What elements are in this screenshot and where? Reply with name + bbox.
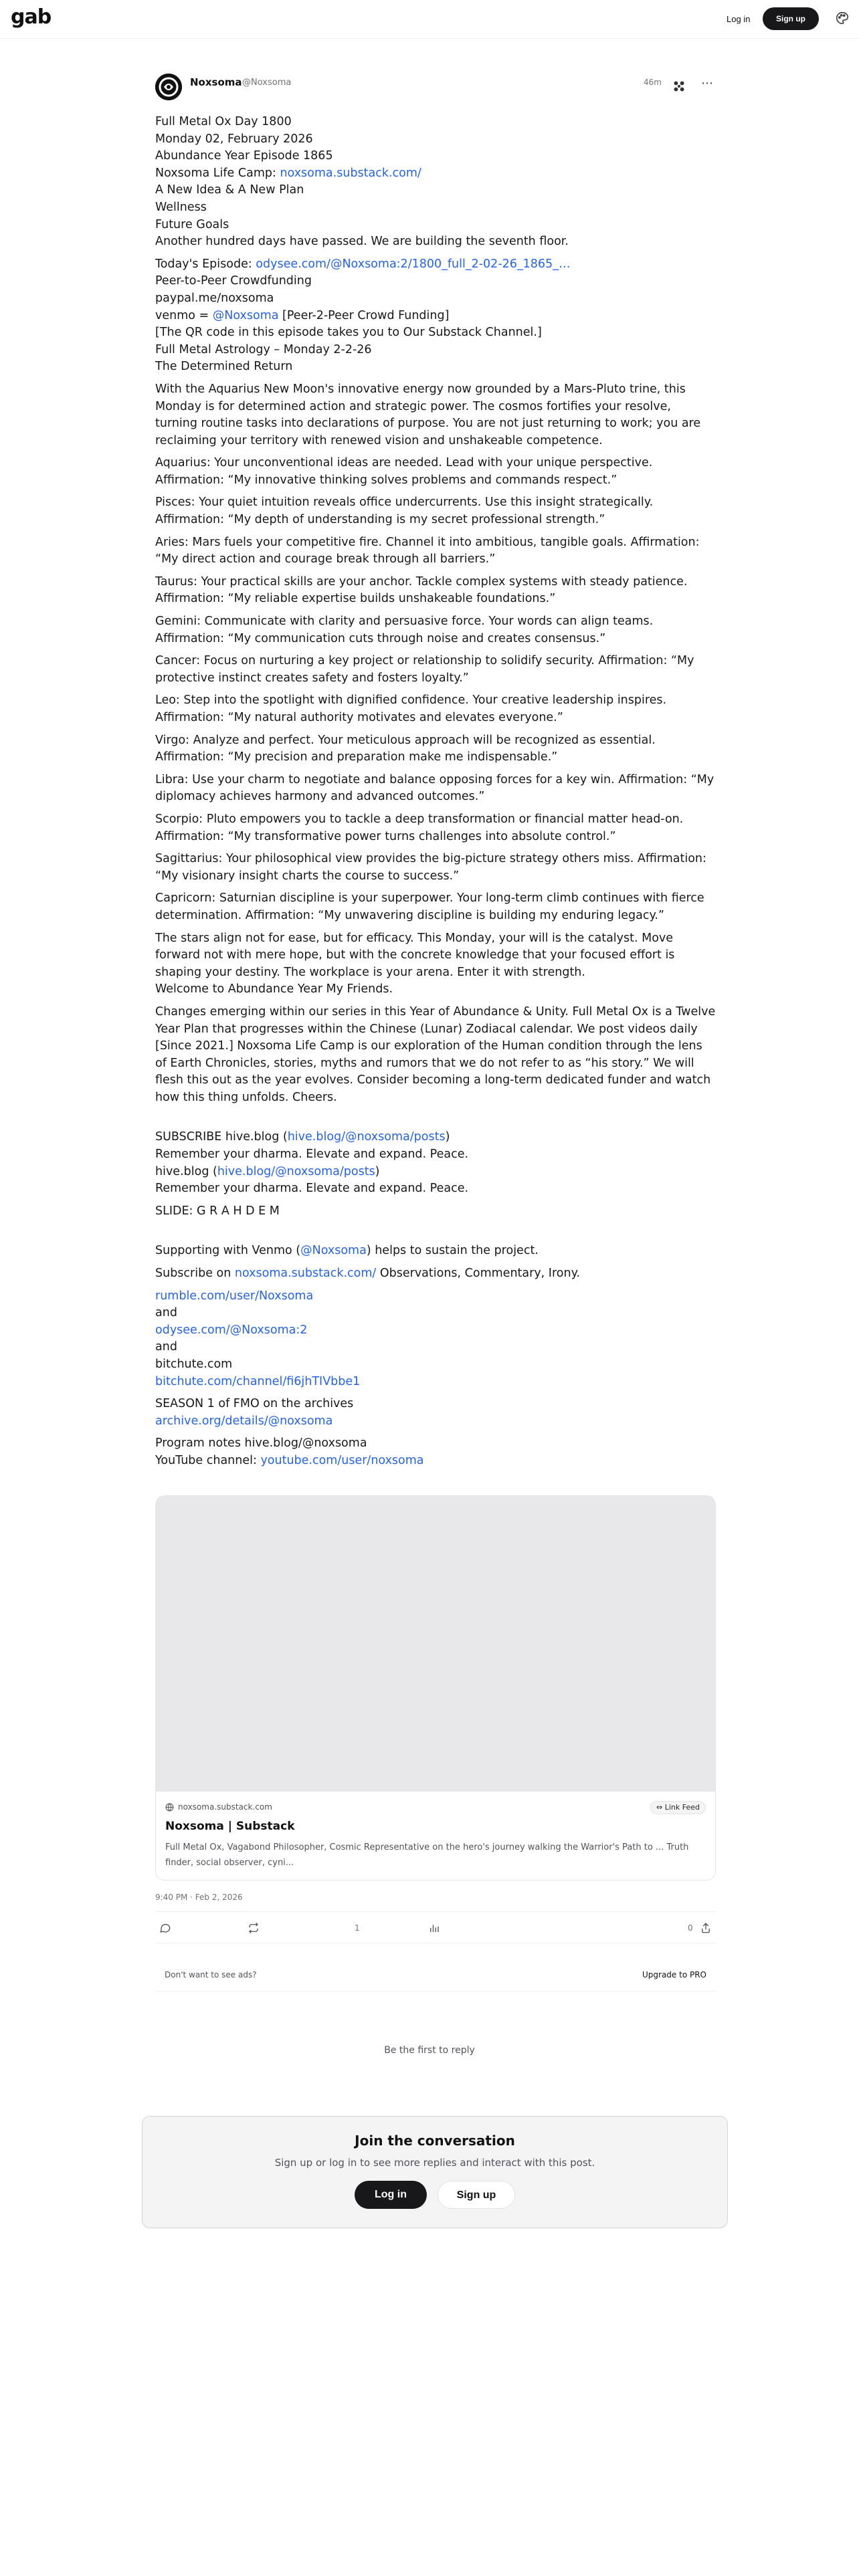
astrology-paragraph: With the Aquarius New Moon's innovative energy now grounded by a Mars-Pluto trine, this Monday is for determined action and strategic power. The cosmos fortifies your resolve, turning routine tasks into declarations of purpose. You are not just returning to work; you are reclaiming your territory with renewed vision and unshakeable competence.: [155, 382, 701, 447]
card-domain-text: noxsoma.substack.com: [178, 1802, 272, 1812]
avatar-image-icon: [155, 74, 182, 100]
astrology-paragraph: Aries: Mars fuels your competitive fire. Channel it into ambitious, tangible goals. Affirmation: “My direct action and courage break through all barriers.”: [155, 535, 700, 566]
text-fragment: Subscribe on: [155, 1267, 235, 1281]
archive-link[interactable]: archive.org/details/@noxsoma: [155, 1414, 333, 1428]
post-time[interactable]: 46m: [644, 78, 662, 87]
comment-icon: [159, 1922, 171, 1934]
post: [155, 72, 716, 1475]
join-conversation-panel: [142, 2116, 728, 2228]
share-icon: [700, 1922, 712, 1934]
text-line: Peer-to-Peer Crowdfunding: [155, 274, 312, 288]
text-fragment: Observations, Commentary, Irony.: [376, 1267, 581, 1281]
substack-link[interactable]: noxsoma.substack.com/: [234, 1267, 377, 1281]
empty-replies-text: Be the first to reply: [384, 2045, 475, 2056]
episode-link[interactable]: odysee.com/@Noxsoma:2/1800_full_2-02-26_1865_…: [256, 257, 571, 271]
avatar[interactable]: [155, 74, 182, 100]
text-fragment: ): [375, 1164, 380, 1178]
stats-button[interactable]: [428, 1921, 440, 1935]
venmo-mention-link[interactable]: @Noxsoma: [212, 308, 279, 322]
text-line: Program notes hive.blog/@noxsoma: [155, 1436, 367, 1451]
card-title: Noxsoma | Substack: [165, 1820, 295, 1833]
text-line: Remember your dharma. Elevate and expand. Peace.: [155, 1182, 469, 1196]
card-description: Full Metal Ox, Vagabond Philosopher, Cosmic Representative on the hero's journey walking the Warrior's Path to ... Truth finder, social observer, cyni...: [165, 1842, 689, 1868]
more-options-icon[interactable]: ⋯: [701, 76, 713, 90]
text-line: Full Metal Ox Day 1800: [155, 115, 292, 128]
text-line: [155, 1243, 716, 1260]
spacer: [155, 1225, 716, 1243]
series-paragraph: Changes emerging within our series in this Year of Abundance & Unity. Full Metal Ox is a Twelve Year Plan that progresses within the Chinese (Lunar) Zodiacal calendar. We post videos daily [Since 2021.] Noxsoma Life Camp is our exploration of the Human condition through the lens of Earth Chronicles, stories, myths and rumors that we do not refer to as “his story.” We will flesh this out as the year evolves. Consider becoming a long-term dedicated funder and watch how this thing unfolds. Cheers.: [155, 1004, 716, 1104]
palette-icon[interactable]: [835, 11, 850, 25]
text-fragment: [Peer-2-Peer Crowd Funding]: [278, 308, 450, 322]
share-button[interactable]: [700, 1921, 712, 1935]
action-bar: [155, 1911, 716, 1943]
post-content: [155, 114, 716, 1470]
text-line: A New Idea & A New Plan: [155, 183, 304, 197]
astrology-paragraph: Sagittarius: Your philosophical view provides the big-picture strategy others miss. Affirmation: “My visionary insight charts the course to success.”: [155, 852, 706, 883]
reply-count-value: 1: [355, 1923, 360, 1933]
link-feed-badge[interactable]: [650, 1801, 706, 1814]
reply-button[interactable]: [159, 1921, 171, 1935]
text-line: [155, 256, 716, 274]
text-line: [155, 1164, 716, 1181]
odysee-link[interactable]: odysee.com/@Noxsoma:2: [155, 1323, 308, 1337]
no-ads-text: Don't want to see ads?: [165, 1970, 257, 1979]
text-line: Full Metal Astrology – Monday 2-2-26: [155, 342, 372, 356]
globe-icon: [165, 1803, 174, 1812]
text-fragment: Noxsoma Life Camp:: [155, 166, 280, 180]
astrology-paragraph: Cancer: Focus on nurturing a key project or relationship to solidify security. Affirmation: “My protective instinct creates safety and fosters loyalty.”: [155, 654, 694, 685]
upgrade-pro-link[interactable]: Upgrade to PRO: [642, 1970, 706, 1979]
text-line: SEASON 1 of FMO on the archives: [155, 1397, 354, 1411]
text-line: paypal.me/noxsoma: [155, 291, 274, 305]
astrology-paragraph: Capricorn: Saturnian discipline is your superpower. Your long-term climb continues with fierce determination. Affirmation: “My unwavering discipline is building my enduring legacy.”: [155, 891, 704, 922]
link-icon: ⇔: [656, 1803, 665, 1812]
post-header: [155, 72, 716, 104]
text-fragment: SUBSCRIBE hive.blog (: [155, 1130, 288, 1144]
text-fragment: ) helps to sustain the project.: [366, 1244, 539, 1258]
like-count-value: 0: [688, 1923, 693, 1933]
text-line: [155, 165, 716, 183]
astrology-paragraph: Libra: Use your charm to negotiate and balance opposing forces for a key win. Affirmation: “My diplomacy achieves harmony and advanced outcomes.”: [155, 772, 714, 804]
text-fragment: YouTube channel:: [155, 1453, 261, 1467]
youtube-link[interactable]: youtube.com/user/noxsoma: [260, 1453, 424, 1467]
slide-line: SLIDE: G R A H D E M: [155, 1204, 280, 1218]
text-line: The stars align not for ease, but for efficacy. This Monday, your will is the catalyst. Move forward not with mere hope, but with the concrete knowledge that your focused effort is shaping your destiny. The workplace is your arena. Enter it with strength.: [155, 931, 675, 979]
link-preview-card[interactable]: [155, 1495, 716, 1881]
text-line: bitchute.com: [155, 1358, 233, 1371]
link-feed-label: Link Feed: [664, 1803, 700, 1812]
astrology-paragraph: Pisces: Your quiet intuition reveals office undercurrents. Use this insight strategically. Affirmation: “My depth of understanding is my secret professional strength.”: [155, 496, 654, 527]
login-button[interactable]: Log in: [719, 11, 758, 28]
astrology-paragraph: Leo: Step into the spotlight with dignified confidence. Your creative leadership inspires. Affirmation: “My natural authority motivates and elevates everyone.”: [155, 693, 667, 724]
text-fragment: ): [445, 1130, 450, 1144]
text-line: Remember your dharma. Elevate and expand. Peace.: [155, 1148, 469, 1162]
join-title: Join the conversation: [355, 2133, 515, 2149]
join-subtitle: Sign up or log in to see more replies and interact with this post.: [274, 2157, 595, 2169]
text-line: [155, 1129, 716, 1146]
reply-count: [355, 1921, 360, 1935]
text-line: Abundance Year Episode 1865: [155, 149, 333, 163]
like-count: [688, 1921, 693, 1935]
text-line: [The QR code in this episode takes you to Our Substack Channel.]: [155, 326, 542, 340]
venmo-link[interactable]: @Noxsoma: [300, 1244, 367, 1258]
astrology-paragraph: Scorpio: Pluto empowers you to tackle a deep transformation or financial matter head-on. Affirmation: “My transformative power turns challenges into absolute control.”: [155, 812, 684, 843]
signup-button[interactable]: Sign up: [763, 7, 819, 30]
text-line: and: [155, 1340, 177, 1354]
post-timestamp[interactable]: 9:40 PM · Feb 2, 2026: [155, 1893, 243, 1902]
join-signup-button[interactable]: Sign up: [438, 2181, 515, 2209]
text-line: and: [155, 1306, 177, 1320]
text-line: [155, 1453, 716, 1470]
rumble-link[interactable]: rumble.com/user/Noxsoma: [155, 1289, 314, 1303]
gab-logo[interactable]: gab: [11, 5, 52, 29]
card-domain: [165, 1802, 706, 1812]
link-cluster-icon: [672, 79, 686, 94]
join-buttons: [142, 2181, 727, 2209]
astrology-paragraph: Virgo: Analyze and perfect. Your meticulous approach will be recognized as essential. Affirmation: “My precision and preparation make me indispensable.”: [155, 733, 656, 764]
card-image: [156, 1496, 715, 1792]
spacer: [155, 1111, 716, 1129]
join-login-button[interactable]: Log in: [355, 2181, 427, 2209]
text-line: Wellness: [155, 200, 207, 214]
text-fragment: Supporting with Venmo (: [155, 1244, 301, 1258]
author-name[interactable]: Noxsoma: [190, 76, 242, 88]
ad-row: [155, 1957, 716, 1992]
top-bar: [0, 0, 859, 39]
text-line: Monday 02, February 2026: [155, 132, 313, 146]
hive-link[interactable]: hive.blog/@noxsoma/posts: [217, 1164, 375, 1178]
repost-button[interactable]: [248, 1921, 260, 1935]
text-fragment: venmo =: [155, 308, 213, 322]
text-fragment: hive.blog (: [155, 1164, 217, 1178]
bitchute-link[interactable]: bitchute.com/channel/fi6jhTIVbbe1: [155, 1374, 361, 1388]
text-line: [155, 1265, 716, 1283]
substack-link[interactable]: noxsoma.substack.com/: [280, 166, 421, 180]
astrology-paragraph: Taurus: Your practical skills are your anchor. Tackle complex systems with steady patience. Affirmation: “My reliable expertise builds unshakeable foundations.”: [155, 574, 688, 606]
text-line: Another hundred days have passed. We are building the seventh floor.: [155, 235, 569, 249]
text-line: Welcome to Abundance Year My Friends.: [155, 982, 393, 996]
author-handle[interactable]: @Noxsoma: [242, 78, 292, 88]
text-line: [155, 308, 716, 325]
text-fragment: Today's Episode:: [155, 257, 256, 271]
text-line: The Determined Return: [155, 360, 293, 374]
astrology-paragraph: Aquarius: Your unconventional ideas are needed. Lead with your unique perspective. Affirmation: “My innovative thinking solves problems and commands respect.”: [155, 456, 653, 487]
astrology-paragraph: Gemini: Communicate with clarity and persuasive force. Your words can align teams. Affirmation: “My communication cuts through noise and creates consensus.”: [155, 615, 654, 645]
repost-icon: [248, 1922, 260, 1934]
text-line: Future Goals: [155, 217, 229, 231]
bar-chart-icon: [428, 1922, 440, 1934]
card-body: [156, 1792, 715, 1870]
hive-link[interactable]: hive.blog/@noxsoma/posts: [287, 1130, 446, 1144]
